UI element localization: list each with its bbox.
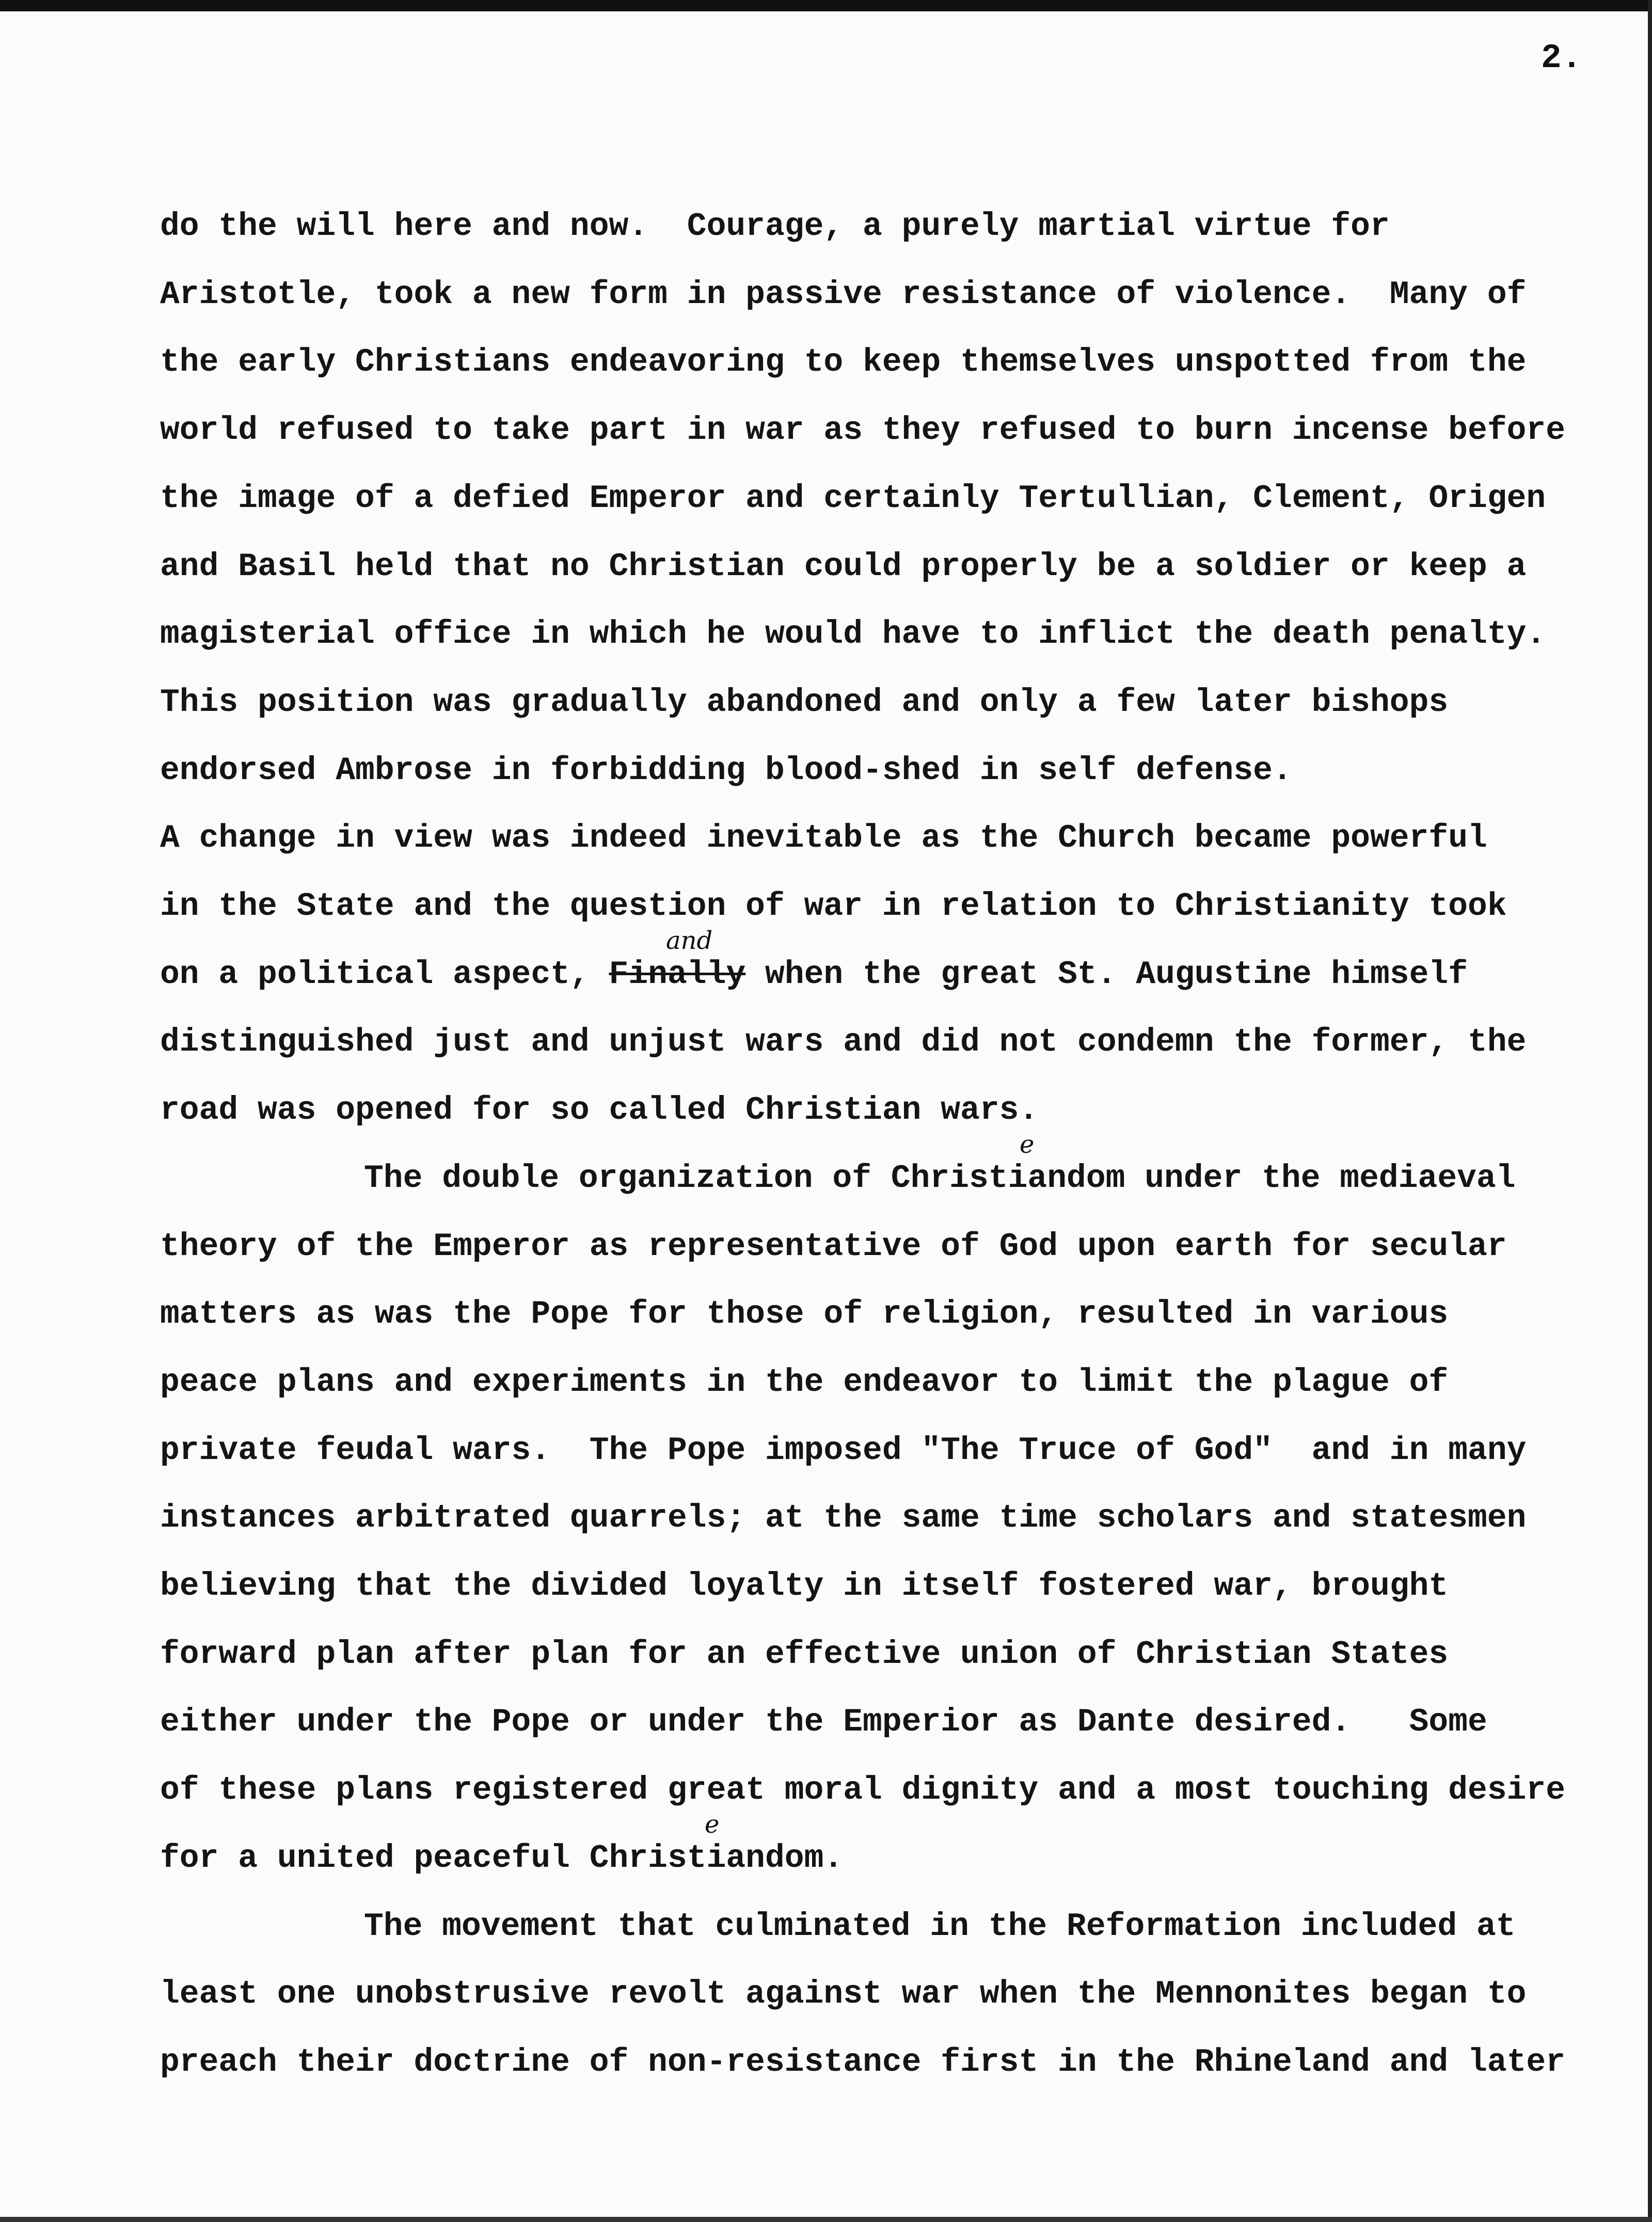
- text-line: A change in view was indeed inevitable as the Church became powerful: [160, 820, 1487, 857]
- scan-top-border: [0, 0, 1652, 11]
- text-line: the early Christians endeavoring to keep themselves unspotted from the: [160, 344, 1527, 381]
- scan-right-border: [1648, 0, 1652, 2222]
- text-line: The movement that culminated in the Reformation included at: [364, 1908, 1516, 1945]
- edited-line-after: when the great St. Augustine himself: [745, 956, 1468, 993]
- text-line: distinguished just and unjust wars and did not condemn the former, the: [160, 1024, 1527, 1061]
- text-line: The double organization of Christiandom under the mediaeval: [364, 1160, 1516, 1197]
- text-line: either under the Pope or under the Emperior as Dante desired. Some: [160, 1704, 1487, 1741]
- scan-bottom-border: [0, 2217, 1652, 2222]
- text-line: matters as was the Pope for those of religion, resulted in various: [160, 1296, 1449, 1333]
- text-line: world refused to take part in war as they refused to burn incense before: [160, 412, 1566, 449]
- edited-line-before: on a political aspect,: [160, 956, 609, 993]
- text-line: peace plans and experiments in the endeavor to limit the plague of: [160, 1363, 1449, 1401]
- text-line: road was opened for so called Christian wars.: [160, 1092, 1039, 1129]
- text-line: instances arbitrated quarrels; at the same time scholars and statesmen: [160, 1500, 1527, 1537]
- handwritten-insertion: and: [666, 926, 713, 955]
- text-line: in the State and the question of war in relation to Christianity took: [160, 888, 1507, 925]
- text-line: least one unobstrusive revolt against war when the Mennonites began to: [160, 1976, 1527, 2013]
- text-line: theory of the Emperor as representative of God upon earth for secular: [160, 1228, 1507, 1265]
- text-line: This position was gradually abandoned and only a few later bishops: [160, 684, 1449, 721]
- text-line: private feudal wars. The Pope imposed "The Truce of God" and in many: [160, 1432, 1527, 1469]
- text-line: do the will here and now. Courage, a purely martial virtue for: [160, 208, 1390, 245]
- text-line: preach their doctrine of non-resistance first in the Rhineland and later: [160, 2043, 1566, 2081]
- text-line: of these plans registered great moral dignity and a most touching desire: [160, 1772, 1566, 1809]
- text-line: Aristotle, took a new form in passive resistance of violence. Many of: [160, 276, 1527, 313]
- edited-line: [160, 956, 1468, 993]
- text-line: magisterial office in which he would have to inflict the death penalty.: [160, 616, 1546, 653]
- text-line: the image of a defied Emperor and certainly Tertullian, Clement, Origen: [160, 480, 1546, 517]
- handwritten-correction: e: [1020, 1130, 1035, 1159]
- page-number: 2.: [1541, 39, 1582, 77]
- text-line: and Basil held that no Christian could properly be a soldier or keep a: [160, 548, 1527, 585]
- text-line: endorsed Ambrose in forbidding blood-shed in self defense.: [160, 752, 1292, 789]
- struck-word: Finally: [609, 956, 746, 993]
- text-line: believing that the divided loyalty in itself fostered war, brought: [160, 1568, 1449, 1605]
- text-line: forward plan after plan for an effective union of Christian States: [160, 1636, 1449, 1673]
- text-line: for a united peaceful Christiandom.: [160, 1839, 844, 1877]
- handwritten-correction: e: [705, 1810, 720, 1839]
